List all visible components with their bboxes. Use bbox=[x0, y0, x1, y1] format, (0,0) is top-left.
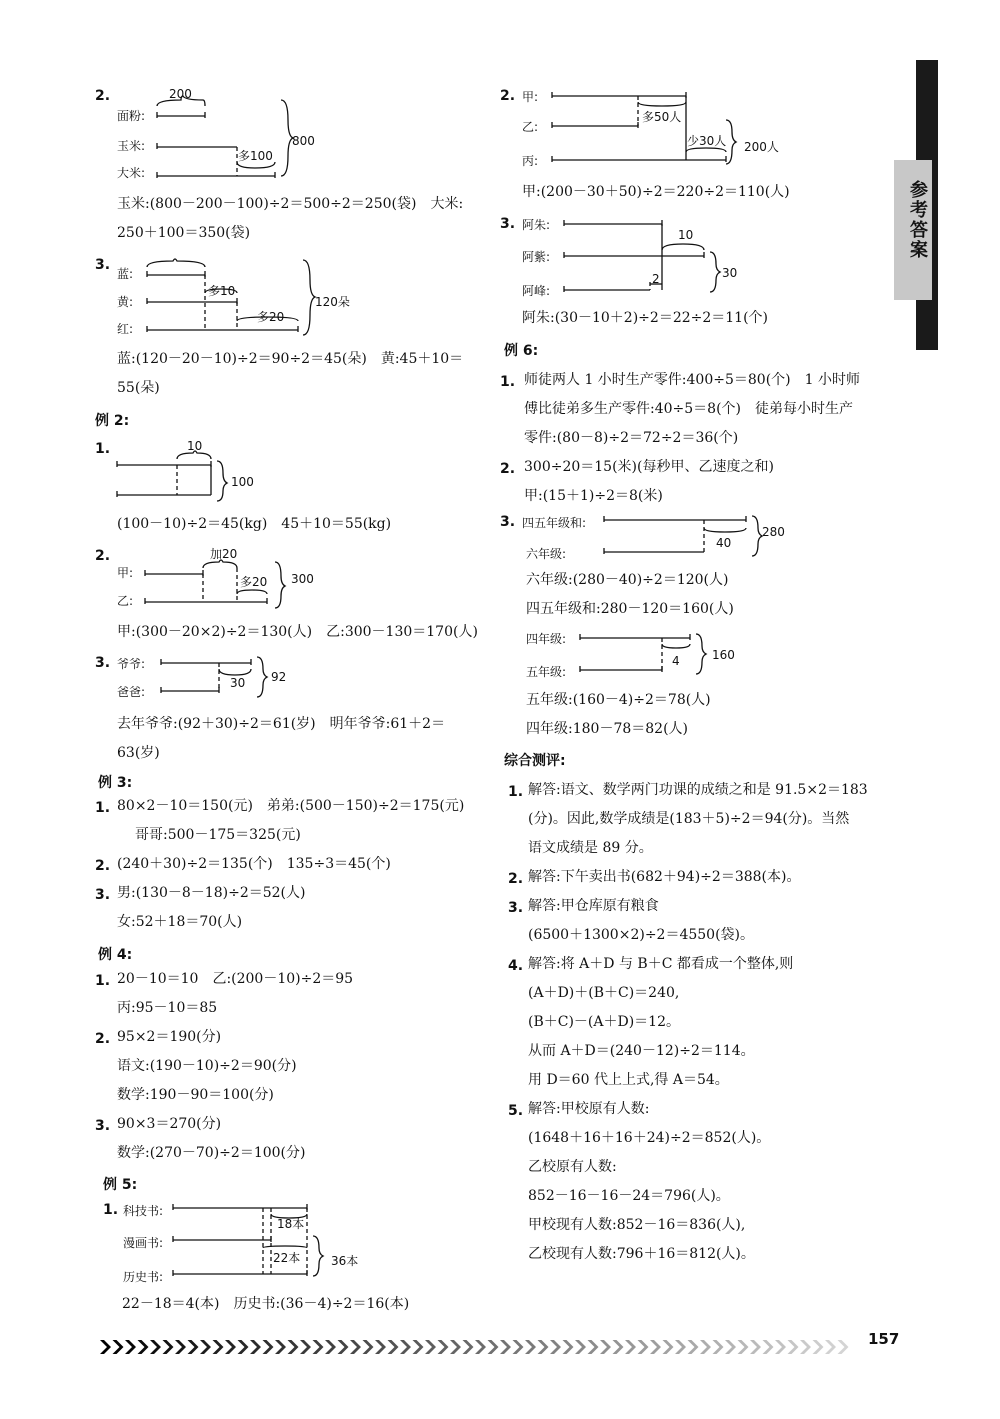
line-segment-diagram bbox=[95, 653, 285, 703]
chevron-icon bbox=[650, 1340, 661, 1354]
chevron-icon bbox=[325, 1340, 336, 1354]
chevron-icon bbox=[463, 1340, 474, 1354]
problem-number: 2. bbox=[95, 1031, 111, 1047]
problem-number: 2. bbox=[95, 858, 111, 874]
chevron-icon bbox=[750, 1340, 761, 1354]
chevron-icon bbox=[800, 1340, 811, 1354]
answer-line: 解答:将 A＋D 与 B＋C 都看成一个整体,则 bbox=[528, 956, 794, 972]
answer-line: 20－10＝10 乙:(200－10)÷2＝95 bbox=[117, 971, 354, 987]
answer-line: 从而 A＋D＝(240－12)÷2＝114。 bbox=[528, 1043, 755, 1059]
diagram-label: 黄: bbox=[117, 295, 134, 309]
chevron-icon bbox=[775, 1340, 786, 1354]
diagram-value: 30 bbox=[230, 676, 246, 690]
chevron-icon bbox=[550, 1340, 561, 1354]
problem-number: 3. bbox=[95, 257, 111, 273]
diagram-value: 100 bbox=[231, 475, 254, 489]
example-5-problem-1 bbox=[95, 1198, 490, 1318]
answer-line: (100－10)÷2＝45(kg) 45＋10＝55(kg) bbox=[117, 516, 392, 532]
diagram-label: 六年级: bbox=[526, 547, 567, 561]
chevron-icon bbox=[663, 1340, 674, 1354]
answer-line: 去年爷爷:(92＋30)÷2＝61(岁) 明年爷爷:61＋2＝ bbox=[117, 716, 446, 732]
answer-line: 甲:(15＋1)÷2＝8(米) bbox=[524, 488, 663, 504]
chevron-icon bbox=[788, 1340, 799, 1354]
answer-line: 解答:甲仓库原有粮食 bbox=[528, 898, 659, 914]
answer-line: 甲:(200－30＋50)÷2＝220÷2＝110(人) bbox=[522, 184, 790, 200]
diagram-label: 漫画书: bbox=[123, 1236, 164, 1250]
answer-line: 95×2＝190(分) bbox=[117, 1029, 222, 1045]
chevron-icon bbox=[188, 1340, 199, 1354]
answer-line: 乙校原有人数: bbox=[528, 1159, 617, 1175]
diagram-label: 大米: bbox=[117, 166, 146, 180]
diagram-value: 多20 bbox=[257, 310, 285, 324]
answer-line: 四年级:180－78＝82(人) bbox=[526, 721, 688, 737]
problem-number: 3. bbox=[508, 900, 524, 916]
answer-line: 五年级:(160－4)÷2＝78(人) bbox=[526, 692, 711, 708]
chevron-icon bbox=[225, 1340, 236, 1354]
chevron-icon bbox=[675, 1340, 686, 1354]
chevron-icon bbox=[125, 1340, 136, 1354]
problem-number: 3. bbox=[95, 655, 111, 671]
section-heading: 例 6: bbox=[504, 343, 539, 359]
chevron-icon bbox=[413, 1340, 424, 1354]
chevron-icon bbox=[438, 1340, 449, 1354]
chevron-icon bbox=[725, 1340, 736, 1354]
diagram-value: 加20 bbox=[210, 547, 238, 561]
answer-line: (240＋30)÷2＝135(个) 135÷3＝45(个) bbox=[117, 856, 391, 872]
line-segment-diagram bbox=[500, 622, 730, 682]
line-segment-diagram bbox=[95, 1198, 335, 1288]
answer-line: 蓝:(120－20－10)÷2＝90÷2＝45(朵) 黄:45＋10＝ bbox=[117, 351, 464, 367]
diagram-value: 10 bbox=[678, 228, 694, 242]
answer-line: 哥哥:500－175＝325(元) bbox=[135, 827, 301, 843]
diagram-label: 红: bbox=[117, 322, 134, 336]
chevron-icon bbox=[813, 1340, 824, 1354]
section-heading: 综合测评: bbox=[504, 753, 566, 769]
answer-line: 解答:甲校原有人数: bbox=[528, 1101, 650, 1117]
line-segment-diagram bbox=[95, 255, 325, 345]
diagram-value: 少30人 bbox=[687, 134, 727, 148]
chevron-icon bbox=[600, 1340, 611, 1354]
chevron-icon bbox=[263, 1340, 274, 1354]
answer-line: 解答:下午卖出书(682＋94)÷2＝388(本)。 bbox=[528, 869, 801, 885]
diagram-value: 92 bbox=[271, 670, 287, 684]
problem-number: 1. bbox=[95, 973, 111, 989]
diagram-label: 乙: bbox=[117, 594, 134, 608]
diagram-label: 四年级: bbox=[526, 632, 567, 646]
answer-line: 六年级:(280－40)÷2＝120(人) bbox=[526, 572, 729, 588]
answer-line: 乙校现有人数:796＋16＝812(人)。 bbox=[528, 1246, 755, 1262]
answer-line: 阿朱:(30－10＋2)÷2＝22÷2＝11(个) bbox=[522, 310, 769, 326]
chevron-icon bbox=[488, 1340, 499, 1354]
line-segment-diagram bbox=[95, 80, 315, 190]
diagram-label: 玉米: bbox=[117, 139, 146, 153]
chevron-icon bbox=[825, 1340, 836, 1354]
page-number: 157 bbox=[868, 1330, 900, 1348]
problem-number: 4. bbox=[508, 958, 524, 974]
answer-line: 852－16－16－24＝796(人)。 bbox=[528, 1188, 730, 1204]
answer-line: 傅比徒弟多生产零件:40÷5＝8(个) 徒弟每小时生产 bbox=[524, 401, 853, 417]
answer-line: (B＋C)－(A＋D)＝12。 bbox=[528, 1014, 680, 1030]
answer-line: 22－18＝4(本) 历史书:(36－4)÷2＝16(本) bbox=[122, 1296, 410, 1312]
diagram-value: 10 bbox=[187, 439, 203, 453]
chevron-icon bbox=[200, 1340, 211, 1354]
problem-number: 1. bbox=[508, 784, 524, 800]
problem-number: 2. bbox=[95, 88, 111, 104]
problem-number: 3. bbox=[500, 514, 516, 530]
chevron-icon bbox=[275, 1340, 286, 1354]
chevron-icon bbox=[313, 1340, 324, 1354]
diagram-label: 爸爸: bbox=[117, 685, 146, 699]
problem-number: 3. bbox=[500, 216, 516, 232]
problem-3-block bbox=[95, 255, 490, 405]
diagram-value: 120朵 bbox=[315, 295, 350, 309]
example-6-problem-3 bbox=[500, 510, 900, 740]
diagram-label: 乙: bbox=[522, 120, 539, 134]
chevron-icon bbox=[350, 1340, 361, 1354]
section-heading: 例 5: bbox=[103, 1177, 138, 1193]
answer-line: (分)。因此,数学成绩是(183＋5)÷2＝94(分)。当然 bbox=[528, 811, 850, 827]
answer-line: 零件:(80－8)÷2＝72÷2＝36(个) bbox=[524, 430, 739, 446]
chevron-icon bbox=[425, 1340, 436, 1354]
problem-number: 1. bbox=[95, 441, 111, 457]
problem-number: 1. bbox=[95, 800, 111, 816]
section-heading: 例 2: bbox=[95, 413, 130, 429]
diagram-value: 160 bbox=[712, 648, 735, 662]
chevron-icon bbox=[575, 1340, 586, 1354]
chevron-icon bbox=[113, 1340, 124, 1354]
chevron-icon bbox=[700, 1340, 711, 1354]
diagram-value: 多100 bbox=[238, 149, 273, 163]
problem-number: 2. bbox=[500, 88, 516, 104]
chevron-icon bbox=[688, 1340, 699, 1354]
chevron-icon bbox=[625, 1340, 636, 1354]
diagram-value: 多50人 bbox=[642, 110, 682, 124]
chevron-icon bbox=[163, 1340, 174, 1354]
problem-number: 1. bbox=[103, 1202, 119, 1218]
diagram-value: 多10 bbox=[208, 284, 236, 298]
diagram-value: 4 bbox=[672, 654, 680, 668]
answer-line: 300÷20＝15(米)(每秒甲、乙速度之和) bbox=[524, 459, 774, 475]
problem-2-block bbox=[95, 80, 490, 250]
diagram-label: 爷爷: bbox=[117, 657, 146, 671]
answer-line: (1648＋16＋16＋24)÷2＝852(人)。 bbox=[528, 1130, 771, 1146]
problem-2-block-right bbox=[500, 80, 900, 210]
chevron-icon bbox=[538, 1340, 549, 1354]
problem-number: 2. bbox=[500, 461, 516, 477]
diagram-label: 蓝: bbox=[117, 267, 134, 281]
answer-line: 解答:语文、数学两门功课的成绩之和是 91.5×2＝183 bbox=[528, 782, 868, 798]
diagram-value: 22本 bbox=[273, 1251, 301, 1265]
answer-line: 63(岁) bbox=[117, 745, 160, 761]
diagram-value: 36本 bbox=[331, 1254, 359, 1268]
chevron-icon bbox=[588, 1340, 599, 1354]
side-tab-label: 参考答案 bbox=[907, 180, 928, 260]
diagram-label: 阿峰: bbox=[522, 284, 551, 298]
chevron-icon bbox=[500, 1340, 511, 1354]
chevron-icon bbox=[713, 1340, 724, 1354]
problem-number: 3. bbox=[95, 887, 111, 903]
line-segment-diagram bbox=[500, 212, 730, 302]
problem-number: 2. bbox=[508, 871, 524, 887]
diagram-value: 280 bbox=[762, 525, 785, 539]
diagram-value: 800 bbox=[292, 134, 315, 148]
chevron-icon bbox=[175, 1340, 186, 1354]
chevron-icon bbox=[138, 1340, 149, 1354]
diagram-value: 2 bbox=[652, 272, 660, 286]
answer-line: 丙:95－10＝85 bbox=[117, 1000, 218, 1016]
chevron-icon bbox=[525, 1340, 536, 1354]
answer-line: 数学:190－90＝100(分) bbox=[117, 1087, 274, 1103]
answer-line: 用 D＝60 代上上式,得 A＝54。 bbox=[528, 1072, 729, 1088]
line-segment-diagram bbox=[95, 435, 245, 505]
line-segment-diagram bbox=[500, 510, 770, 570]
diagram-label: 甲: bbox=[117, 566, 134, 580]
chevron-icon bbox=[838, 1340, 849, 1354]
example-2-problem-2 bbox=[95, 540, 490, 650]
chevron-icon bbox=[513, 1340, 524, 1354]
problem-number: 3. bbox=[95, 1118, 111, 1134]
diagram-value: 多20 bbox=[240, 575, 268, 589]
answer-line: 男:(130－8－18)÷2＝52(人) bbox=[117, 885, 306, 901]
chevron-icon bbox=[338, 1340, 349, 1354]
diagram-label: 丙: bbox=[522, 154, 539, 168]
diagram-value: 40 bbox=[716, 536, 732, 550]
answer-line: 甲校现有人数:852－16＝836(人), bbox=[528, 1217, 746, 1233]
problem-number: 2. bbox=[95, 548, 111, 564]
footer-chevron-band bbox=[100, 1338, 860, 1356]
answer-line: 甲:(300－20×2)÷2＝130(人) 乙:300－130＝170(人) bbox=[117, 624, 478, 640]
chevron-icon bbox=[450, 1340, 461, 1354]
diagram-value: 200人 bbox=[744, 140, 779, 154]
chevron-icon bbox=[213, 1340, 224, 1354]
line-segment-diagram bbox=[500, 80, 750, 170]
diagram-label: 阿朱: bbox=[522, 218, 551, 232]
diagram-label: 甲: bbox=[522, 90, 539, 104]
section-heading: 例 3: bbox=[98, 775, 133, 791]
answer-line: 90×3＝270(分) bbox=[117, 1116, 222, 1132]
chevron-icon bbox=[300, 1340, 311, 1354]
diagram-value: 18本 bbox=[277, 1217, 305, 1231]
answer-line: 55(朵) bbox=[117, 380, 160, 396]
chevron-icon bbox=[363, 1340, 374, 1354]
diagram-label: 阿紫: bbox=[522, 250, 551, 264]
chevron-icon bbox=[763, 1340, 774, 1354]
chevron-icon bbox=[100, 1340, 111, 1354]
chevron-icon bbox=[738, 1340, 749, 1354]
answer-line: 师徒两人 1 小时生产零件:400÷5＝80(个) 1 小时师 bbox=[524, 372, 860, 388]
answer-line: 数学:(270－70)÷2＝100(分) bbox=[117, 1145, 306, 1161]
chevron-icon bbox=[150, 1340, 161, 1354]
chevron-icon bbox=[563, 1340, 574, 1354]
problem-3-block-right bbox=[500, 212, 900, 342]
diagram-value: 200 bbox=[169, 87, 192, 101]
chevron-icon bbox=[613, 1340, 624, 1354]
answer-line: (A＋D)＋(B＋C)＝240, bbox=[528, 985, 680, 1001]
chevron-icon bbox=[238, 1340, 249, 1354]
example-2-problem-1 bbox=[95, 435, 490, 535]
chevron-icon bbox=[388, 1340, 399, 1354]
diagram-label: 五年级: bbox=[526, 665, 567, 679]
section-heading: 例 4: bbox=[98, 947, 133, 963]
diagram-label: 历史书: bbox=[123, 1270, 164, 1284]
answer-line: 250＋100＝350(袋) bbox=[117, 225, 251, 241]
chevron-icon bbox=[638, 1340, 649, 1354]
chevron-icon bbox=[288, 1340, 299, 1354]
answer-line: 80×2－10＝150(元) 弟弟:(500－150)÷2＝175(元) bbox=[117, 798, 465, 814]
diagram-value: 300 bbox=[291, 572, 314, 586]
chevron-icon bbox=[400, 1340, 411, 1354]
answer-line: 四五年级和:280－120＝160(人) bbox=[526, 601, 734, 617]
line-segment-diagram bbox=[95, 540, 305, 630]
answer-line: 语文:(190－10)÷2＝90(分) bbox=[117, 1058, 297, 1074]
answer-line: 女:52＋18＝70(人) bbox=[117, 914, 243, 930]
chevron-icon bbox=[475, 1340, 486, 1354]
answer-line: 玉米:(800－200－100)÷2＝500÷2＝250(袋) 大米: bbox=[117, 196, 464, 212]
problem-number: 5. bbox=[508, 1103, 524, 1119]
diagram-label: 科技书: bbox=[123, 1204, 164, 1218]
example-2-problem-3 bbox=[95, 653, 490, 763]
diagram-value: 30 bbox=[722, 266, 738, 280]
diagram-label: 面粉: bbox=[117, 109, 146, 123]
answer-line: (6500＋1300×2)÷2＝4550(袋)。 bbox=[528, 927, 755, 943]
chevron-icon bbox=[250, 1340, 261, 1354]
diagram-label: 四五年级和: bbox=[522, 516, 587, 530]
problem-number: 1. bbox=[500, 374, 516, 390]
answer-line: 语文成绩是 89 分。 bbox=[528, 840, 653, 856]
chevron-icon bbox=[375, 1340, 386, 1354]
